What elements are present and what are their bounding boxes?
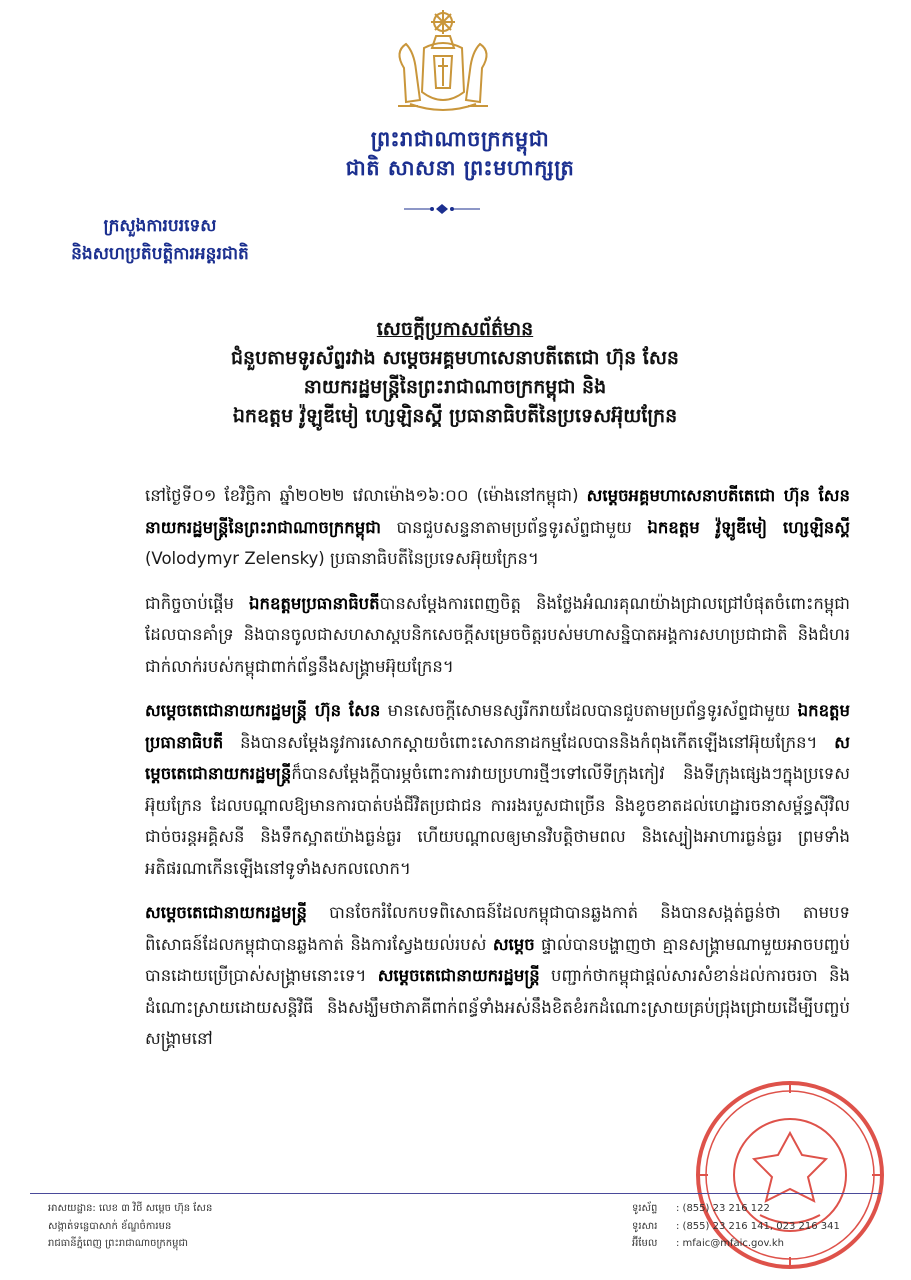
paragraph-4: សម្តេចតេជោនាយករដ្ឋមន្ត្រី បានចែករំលែកបទពិសោធន៍ដែលកម្ពុជាបានឆ្លងកាត់ និងបានសង្កត់ធ្ងន់ថា តាមបទពិសោធន៍ដែលកម្ពុជាបានឆ្លងកាត់ និងការស្វែងយល់របស់ សម្តេច ផ្ទាល់បានបង្ហាញថា គ្មានសង្គ្រាមណាមួយអាចបញ្ចប់បានដោយប្រើប្រាស់សង្គ្រាមនោះទេ។ សម្តេចតេជោនាយករដ្ឋមន្ត្រី បញ្ជាក់ថាកម្ពុជាផ្តល់សារសំខាន់ដល់ការចរចា និងដំណោះស្រាយដោយសន្តិវិធី និងសង្ឃឹមថាភាគីពាក់ពន្ធ័ទាំងអស់នឹងខិតខំរកដំណោះស្រាយគ្រប់ជ្រុងជ្រោយដើម្បីបញ្ចប់សង្គ្រាមនៅ <box>145 903 850 1048</box>
footer-phone: ទូរស័ព្ទ : (855) 23 216 122 <box>632 1203 770 1214</box>
kingdom-name: ព្រះរាជាណាចក្រកម្ពុជា <box>370 127 550 151</box>
document-body <box>145 480 850 1068</box>
document-title <box>120 315 790 431</box>
title-line-2: ជំនួបតាមទូរស័ព្ទរវាង សម្តេចអគ្គមហាសេនាបតីតេជោ ហ៊ុន សែន <box>231 347 679 369</box>
divider-ornament-icon <box>402 202 482 216</box>
footer-fax: ទូរសារ : (855) 23 216 141, 023 216 341 <box>632 1220 840 1232</box>
ministry-name-line2: និងសហប្រតិបត្តិការអន្តរជាតិ <box>71 244 249 264</box>
footer-address: អាសយដ្ឋាន: លេខ ៣ វិថី សម្តេច ហ៊ុន សែន សង្កាត់ទន្លេបាសាក់ ខ័ណ្ឌចំការមន រាជធានីភ្នំពេញ ព្រះរាជាណាចក្រកម្ពុជា <box>48 1203 213 1249</box>
footer-email[interactable]: អ៊ីមែល : mfaic@mfaic.gov.kh <box>632 1238 784 1249</box>
paragraph-2: ជាកិច្ចចាប់ផ្តើម ឯកឧត្តមប្រធានាធិបតីបានសម្តែងការពេញចិត្ត និងថ្លែងអំណរគុណយ៉ាងជ្រាលជ្រៅបំផុតចំពោះកម្ពុជាដែលបានគាំទ្រ និងបានចូលជាសហសាស្តបនិកសេចក្តីសម្រេចចិត្តរបស់មហាសន្និបាតអង្គការសហប្រជាជាតិ និងជំហរជាក់លាក់របស់កម្ពុជាពាក់ព័ន្ធនឹងសង្គ្រាមអ៊ុយក្រែន។ <box>145 593 850 676</box>
national-motto: ជាតិ សាសនា ព្រះមហាក្សត្រ <box>345 156 575 180</box>
title-line-3: នាយករដ្ឋមន្ត្រីនៃព្រះរាជាណាចក្រកម្ពុជា និង <box>303 376 607 398</box>
ministry-name-line1: ក្រសួងការបរទេស <box>103 216 217 236</box>
footer-contacts <box>632 1200 892 1253</box>
royal-coat-of-arms-icon <box>384 8 502 116</box>
footer-divider <box>30 1193 881 1194</box>
title-line-1: សេចក្តីប្រកាសព័ត៌មាន <box>376 318 534 340</box>
paragraph-1: នៅថ្ងៃទី០១ ខែវិច្ឆិកា ឆ្នាំ២០២២ វេលាម៉ោង១៦:០០ (ម៉ោងនៅកម្ពុជា) សម្តេចអគ្គមហាសេនាបតីតេជោ ហ៊ុន សែន នាយករដ្ឋមន្ត្រីនៃព្រះរាជាណាចក្រកម្ពុជា បានជួបសន្ទនាតាមប្រព័ន្ធទូរស័ព្ទជាមួយ ឯកឧត្តម វ៉ូឡូឌីមៀ ហ្សេឡិនស្គី (Volodymyr Zelensky) ប្រធានាធិបតីនៃប្រទេសអ៊ុយក្រែន។ <box>145 486 850 568</box>
paragraph-3: សម្តេចតេជោនាយករដ្ឋមន្ត្រី ហ៊ុន សែន មានសេចក្តីសោមនស្សរីករាយដែលបានជួបតាមប្រព័ន្ធទូរស័ព្ទជាមួយ ឯកឧត្តមប្រធានាធិបតី និងបានសម្តែងនូវការសោកស្តាយចំពោះសោកនាដកម្មដែលបាននិងកំពុងកើតឡើងនៅអ៊ុយក្រែន។ សម្តេចតេជោនាយករដ្ឋមន្ត្រីក៏បានសម្តែងក្តីបារម្ភចំពោះការវាយប្រហារថ្មីៗទៅលើទីក្រុងកៀវ និងទីក្រុងផ្សេងៗក្នុងប្រទេសអ៊ុយក្រែន ដែលបណ្តាលឱ្យមានការបាត់បង់ជីវិតប្រជាជន ការរងរបួសជាច្រើន និងខូចខាតដល់ហេដ្ឋារចនាសម្ព័ន្ធស៊ីវិល ជាច់ចរន្តអគ្គិសនី និងទឹកស្អាតយ៉ាងធ្ងន់ធ្ងរ ហើយបណ្តាលឲ្យមានវិបត្តិថាមពល និងស្បៀងអាហារធ្ងន់ធ្ងរ ព្រមទាំងអតិផរណាកើនឡើងនៅទូទាំងសកលលោក។ <box>145 701 850 878</box>
title-line-4: ឯកឧត្តម វ៉ូឡូឌីមៀ ហ្សេឡិនស្គី ប្រធានាធិបតីនៃប្រទេសអ៊ុយក្រែន <box>232 405 678 427</box>
